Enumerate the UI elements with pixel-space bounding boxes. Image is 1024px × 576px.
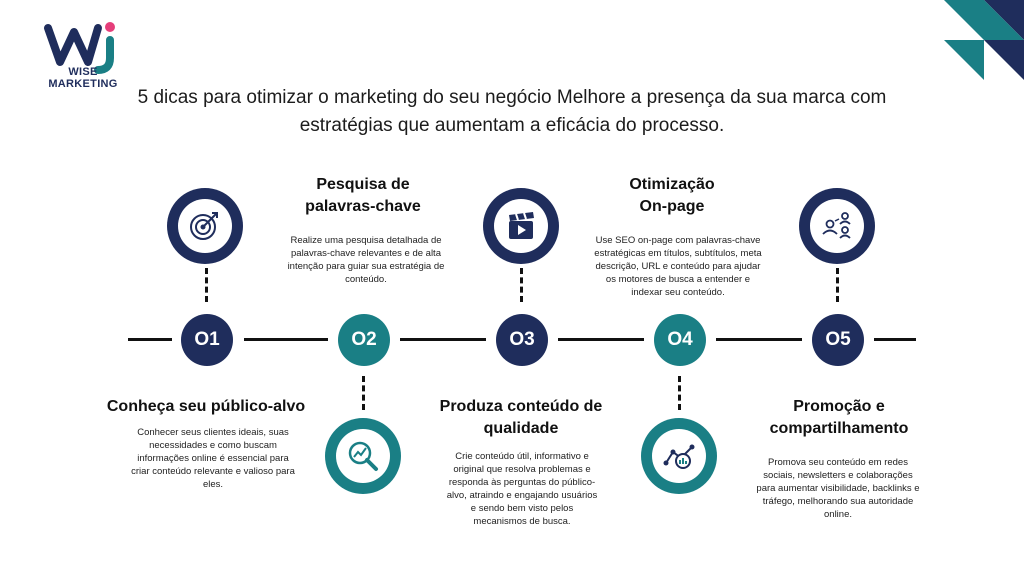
decorative-triangles (944, 0, 1024, 80)
step-4-icon-ring (641, 418, 717, 494)
step-1-title: Conheça seu público-alvo (106, 398, 306, 415)
connector-dash (362, 376, 365, 410)
video-clapper-icon (504, 209, 538, 243)
connector-dash (205, 268, 208, 302)
connector-dash (520, 268, 523, 302)
timeline-line (874, 338, 916, 341)
timeline-line (558, 338, 644, 341)
step-3-description: Crie conteúdo útil, informativo e original que resolva problemas e responda às perguntas do público-alvo, atraindo e engajando usuários e sendo bem visto pelos mecanismos de busca. (446, 451, 598, 527)
timeline-line (244, 338, 328, 341)
step-number-1: O1 (181, 314, 233, 366)
step-2-title: Pesquisa de palavras-chave (305, 176, 421, 215)
step-2-icon-ring (325, 418, 401, 494)
step-3-title: Produza conteúdo de qualidade (439, 398, 603, 437)
step-number-5: O5 (812, 314, 864, 366)
step-2-description: Realize uma pesquisa detalhada de palavras-chave relevantes e de alta intenção para guiar sua estratégia de conteúdo. (287, 235, 445, 285)
step-5-title: Promoção e compartilhamento (769, 398, 909, 437)
timeline-line (400, 338, 486, 341)
people-share-icon (820, 209, 854, 243)
step-1-icon-ring (167, 188, 243, 264)
analytics-network-icon (662, 439, 696, 473)
page-headline: 5 dicas para otimizar o marketing do seu negócio Melhore a presença da sua marca com estratégias que aumentam a eficácia do processo. (137, 87, 887, 136)
step-4-description: Use SEO on-page com palavras-chave estratégicas em títulos, subtítulos, meta descrição, URL e conteúdo para ajudar os motores de busca a entender e indexar seu conteúdo. (594, 235, 762, 298)
timeline-line (716, 338, 802, 341)
step-number-2: O2 (338, 314, 390, 366)
connector-dash (678, 376, 681, 410)
step-1-description: Conhecer seus clientes ideais, suas necessidades e como buscam informações online é essencial para criar conteúdo relevante e valioso para eles. (131, 427, 295, 490)
step-4-title: Otimização On-page (629, 176, 715, 215)
search-analytics-icon (346, 439, 380, 473)
brand-name: WISE MARKETING (48, 66, 118, 90)
target-icon (188, 209, 222, 243)
step-number-4: O4 (654, 314, 706, 366)
connector-dash (836, 268, 839, 302)
step-5-description: Promova seu conteúdo em redes sociais, newsletters e colaborações para aumentar visibilidade, backlinks e tráfego, melhorando sua autoridade online. (756, 457, 920, 520)
timeline-line (128, 338, 172, 341)
step-5-icon-ring (799, 188, 875, 264)
step-3-icon-ring (483, 188, 559, 264)
step-number-3: O3 (496, 314, 548, 366)
